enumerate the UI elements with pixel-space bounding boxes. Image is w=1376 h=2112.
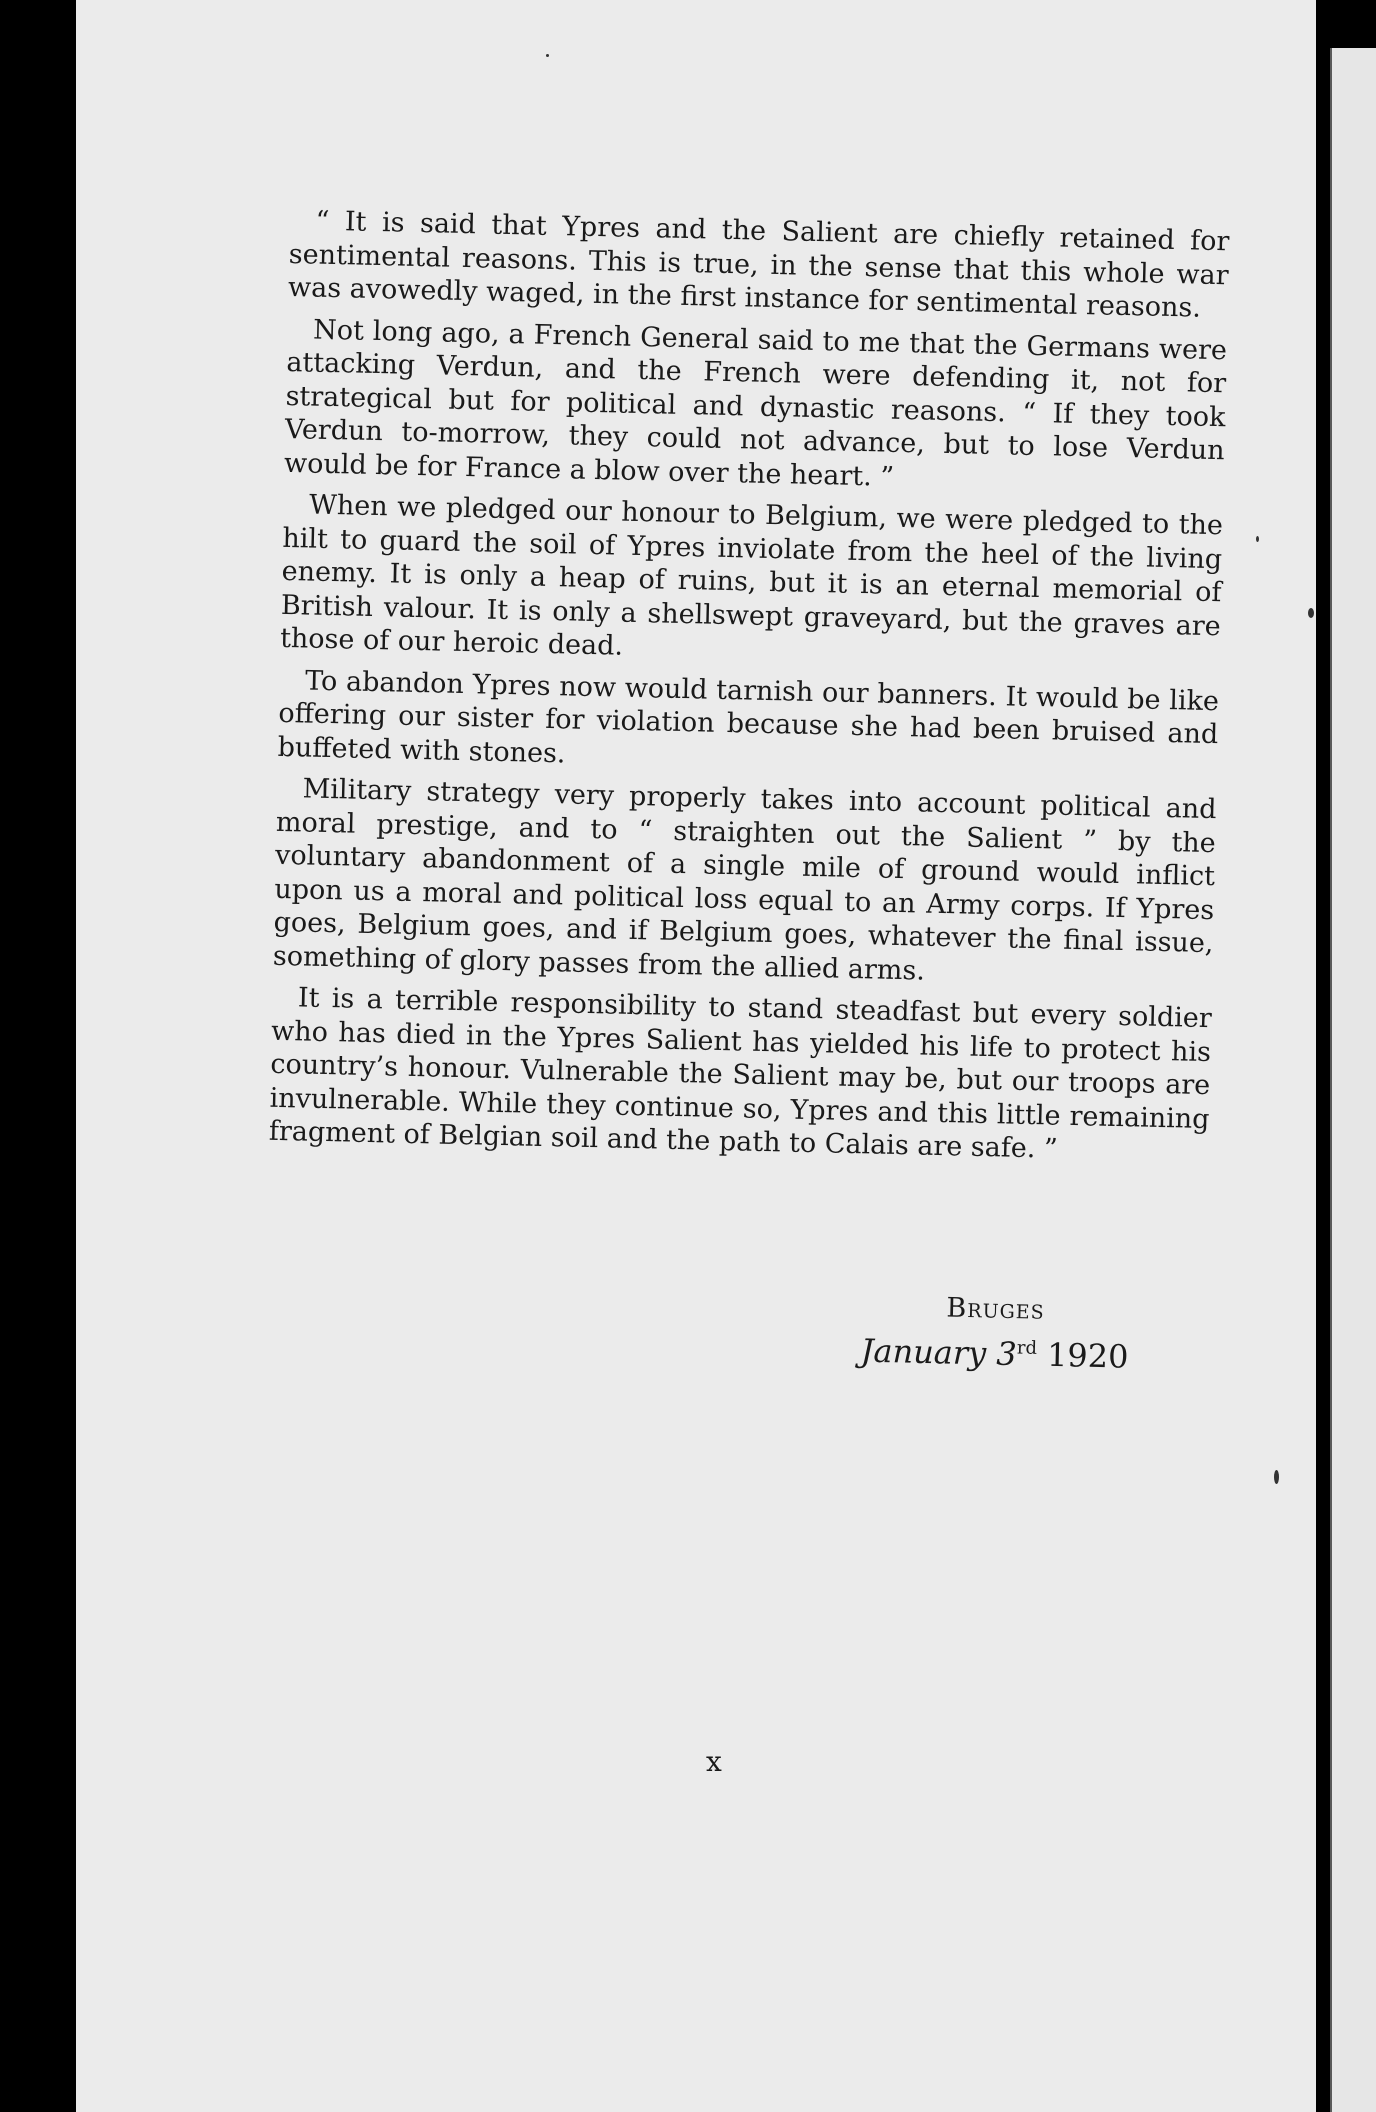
page-number: x [706,1745,722,1778]
dust-speck [1308,608,1314,618]
date-day: 3 [995,1334,1018,1374]
facing-page-edge [1330,48,1376,2112]
date-suffix: rd [1016,1337,1038,1359]
paragraph-4: To abandon Ypres now would tarnish our banners. It would be like offering our sister for violation because she had been bruised and buffeted with stones. [277,664,1220,769]
paragraph-3: When we pledged our honour to Belgium, we were pledged to the hilt to guard the soil of Ypres inviolate from the heel of the living enemy. It is only a heap of ruins, but it is an eternal memorial of British valour. It is only a shellswept graveyard, but the graves are those of our heroic dead. [279,489,1224,662]
paragraph-2: Not long ago, a French General said to me that the Germans were attacking Verdun, and the French were defending it, not for strategical but for political and dynastic reasons. “ If they took Verdun to-morrow, they could not advance, but to lose Verdun would be for France a blow over the heart. ” [283,314,1228,493]
paragraph-1: “ It is said that Ypres and the Salient are chiefly retained for sentimental reasons. This is true, in the sense that this whole war was avowedly waged, in the first instance for sentimental reasons. [287,205,1230,324]
date-year: 1920 [1046,1335,1129,1376]
paragraph-6: It is a terrible responsibility to stand steadfast but every soldier who has died in the Ypres Salient has yielded his life to protect his country’s honour. Vulnerable the Salient may be, but our troops are invulnerable. While they continue so, Ypres and this little remaining fragment of Belgian soil and the path to Calais are safe. ” [268,982,1213,1165]
body-text [268,204,1229,1178]
signoff [834,1290,1156,1376]
paragraph-5: Military strategy very properly takes into account political and moral prestige, and to “ straighten out the Salient ” by the voluntary abandonment of a single mile of ground would inflict upon us a moral and political loss equal to an Army corps. If Ypres goes, Belgium goes, and if Belgium goes, whatever the final issue, something of glory passes from the allied arms. [272,773,1217,987]
dust-speck [546,54,549,57]
signoff-place: Bruges [946,1292,1046,1326]
date-month: January [860,1331,987,1373]
dust-speck [1274,1470,1279,1484]
dust-speck [1256,536,1259,542]
signoff-date [834,1331,1155,1376]
document-page [76,0,1316,2112]
